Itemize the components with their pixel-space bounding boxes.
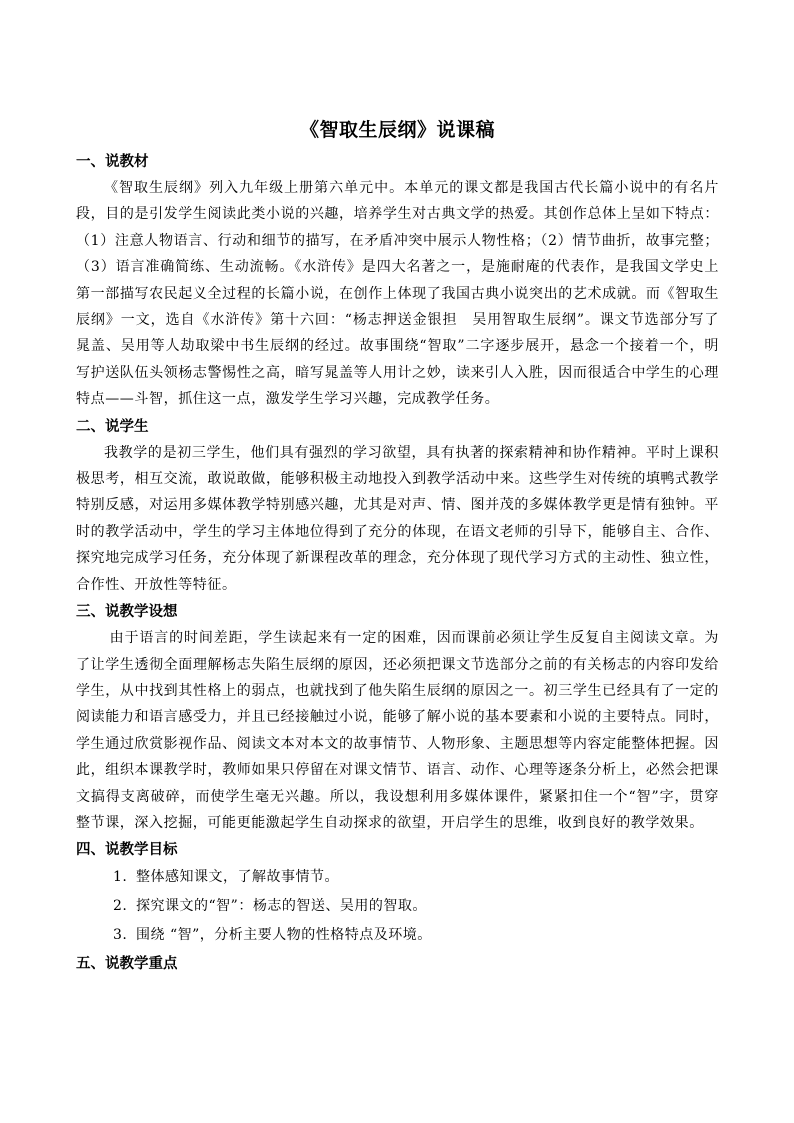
paragraph-textbook: 《智取生辰纲》列入九年级上册第六单元中。本单元的课文都是我国古代长篇小说中的有名片段，目的是引发学生阅读此类小说的兴趣，培养学生对古典文学的热爱。其创作总体上呈如下特点：（1）注意人物语言、行动和细节的描写，在矛盾冲突中展示人物性格；（2）情节曲折，故事完整；（3）语言准确简练、生动流畅。《水浒传》是四大名著之一，是施耐庵的代表作，是我国文学史上第一部描写农民起义全过程的长篇小说，在创作上体现了我国古典小说突出的艺术成就。而《智取生辰纲》一文，选自《水浒传》第十六回：“杨志押送金银担 吴用智取生辰纲”。课文节选部分写了晁盖、吴用等人劫取梁中书生辰纲的经过。故事围绕“智取”二字逐步展开，悬念一个接着一个，明写护送队伍头领杨志警惕性之高，暗写晁盖等人用计之妙，读来引人入胜，因而很适合中学生的心理特点——斗智，抓住这一点，激发学生学习兴趣，完成教学任务。	[76, 180, 719, 408]
goal-item	[113, 863, 719, 892]
document-title: 《智取生辰纲》说课稿	[299, 119, 495, 141]
document-page	[76, 116, 719, 977]
section-teaching-plan	[76, 598, 719, 836]
goal-item	[113, 921, 719, 950]
section-students	[76, 413, 719, 598]
section-heading-teaching-goals: 四、说教学目标	[76, 841, 178, 859]
goal-number: 1.	[113, 869, 128, 886]
goal-text: 整体感知课文，了解故事情节。	[136, 869, 339, 886]
section-heading-students: 二、说学生	[76, 417, 149, 435]
section-heading-textbook: 一、说教材	[76, 153, 149, 170]
section-heading-teaching-focus: 五、说教学重点	[76, 955, 178, 973]
section-teaching-goals	[76, 836, 719, 950]
section-heading-teaching-plan: 三、说教学设想	[76, 603, 178, 621]
goal-text: 围绕 “智”，分析主要人物的性格特点及环境。	[136, 927, 432, 944]
goals-list	[76, 863, 719, 950]
paragraph-teaching-plan: 由于语言的时间差距，学生读起来有一定的困难，因而课前必须让学生反复自主阅读文章。为了让学生透彻全面理解杨志失陷生辰纲的原因，还必须把课文节选部分之前的有关杨志的内容印发给学生，从中找到其性格上的弱点，也就找到了他失陷生辰纲的原因之一。初三学生已经具有了一定的阅读能力和语言感受力，并且已经接触过小说，能够了解小说的基本要素和小说的主要特点。同时，学生通过欣赏影视作品、阅读文本对本文的故事情节、人物形象、主题思想等内容定能整体把握。因此，组织本课教学时，教师如果只停留在对课文情节、语言、动作、心理等逐条分析上，必然会把课文搞得支离破碎，而使学生毫无兴趣。所以，我设想利用多媒体课件，紧紧扣住一个“智”字，贯穿整节课，深入挖掘，可能更能激起学生自动探求的欲望，开启学生的思维，收到良好的教学效果。	[76, 630, 719, 831]
goal-text: 探究课文的“智”：杨志的智送、吴用的智取。	[136, 898, 427, 915]
goal-number: 2.	[113, 898, 128, 915]
paragraph-students: 我教学的是初三学生，他们具有强烈的学习欲望，具有执著的探索精神和协作精神。平时上课积极思考，相互交流，敢说敢做，能够积极主动地投入到教学活动中来。这些学生对传统的填鸭式教学特别反感，对运用多媒体教学特别感兴趣，尤其是对声、情、图并茂的多媒体教学更是情有独钟。平时的教学活动中，学生的学习主体地位得到了充分的体现，在语文老师的引导下，能够自主、合作、探究地完成学习任务，充分体现了新课程改革的理念，充分体现了现代学习方式的主动性、独立性，合作性、开放性等特征。	[76, 444, 719, 593]
section-teaching-focus	[76, 950, 719, 977]
section-textbook	[76, 148, 719, 413]
goal-item	[113, 892, 719, 921]
goal-number: 3.	[113, 927, 128, 944]
